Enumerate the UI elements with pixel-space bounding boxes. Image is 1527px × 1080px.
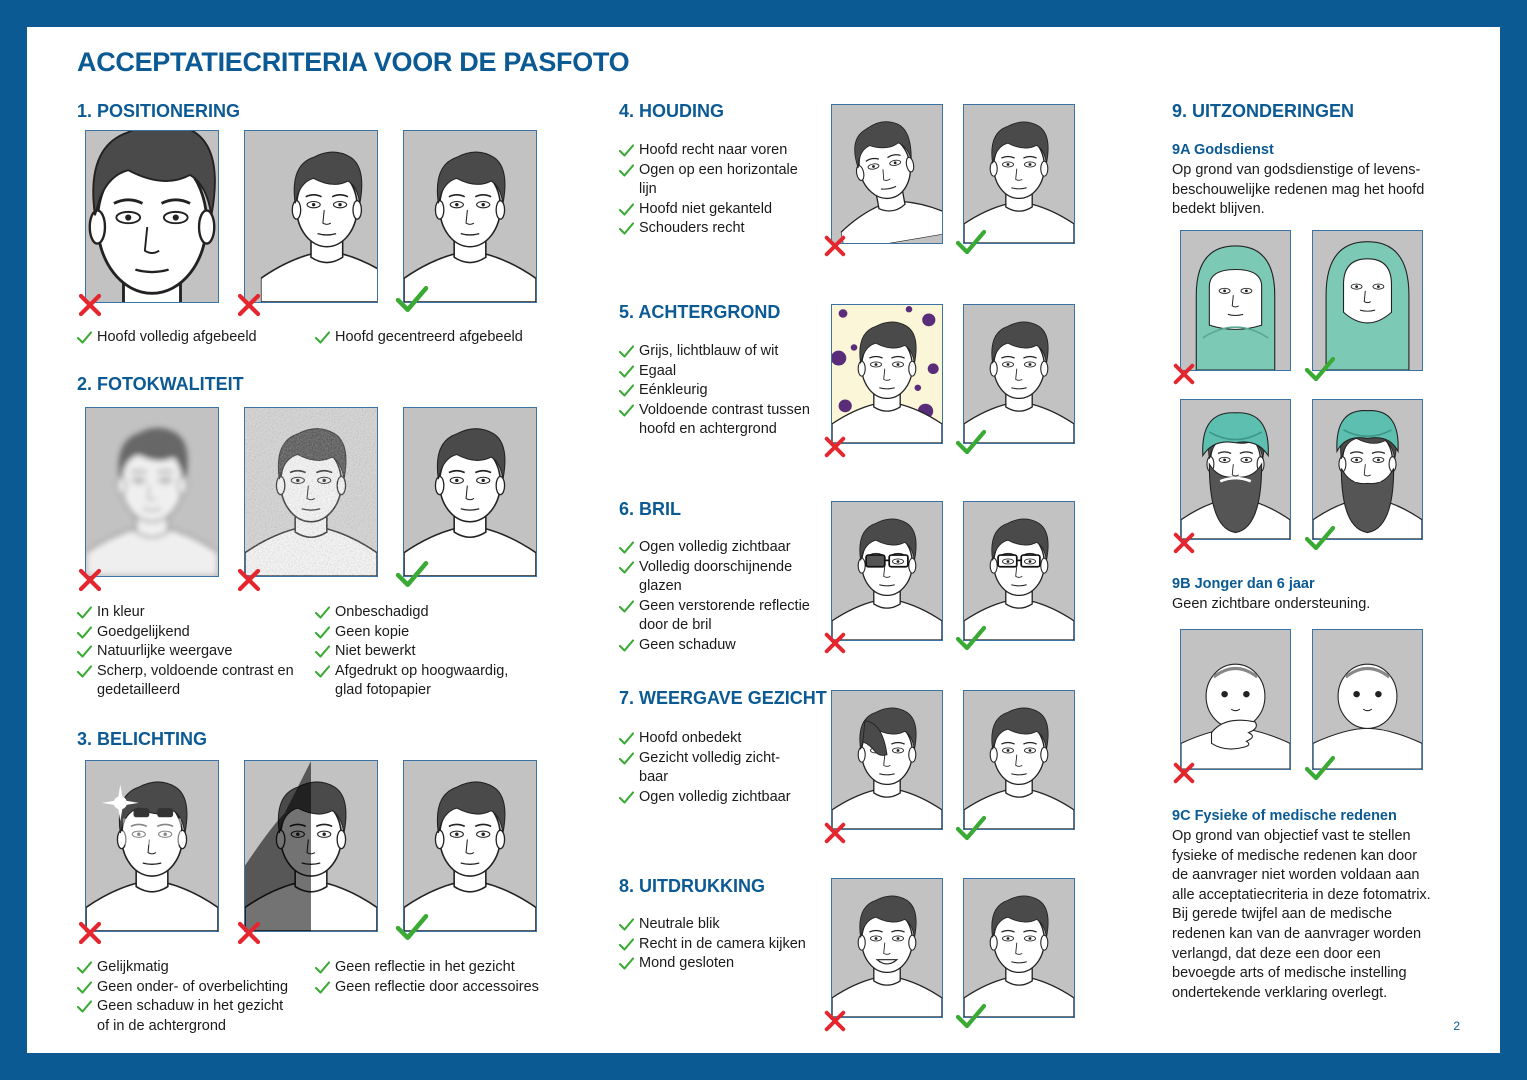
cross-icon: [1172, 531, 1196, 555]
cross-icon: [77, 920, 103, 946]
criterion-item: Gezicht volledig zicht-baar: [619, 749, 794, 788]
photo-6-correct: [963, 501, 1075, 641]
checkmark-icon: [77, 606, 92, 619]
checkmark-icon: [619, 203, 634, 216]
photo-7-hair-over-eye: [831, 690, 943, 830]
criterion-item: Natuurlijke weergave: [77, 642, 307, 662]
photo-9a-correct: [1312, 230, 1423, 371]
criterion-item: Geen reflectie in het gezicht: [315, 958, 550, 978]
photo-4-correct: [963, 104, 1075, 244]
section-3-criteria-a: [77, 958, 292, 1036]
section-3-title: 3. BELICHTING: [77, 729, 208, 749]
photo-2-correct: [403, 407, 537, 577]
section-5-criteria: [619, 342, 819, 440]
section-4-criteria: [619, 141, 819, 239]
criterion-item: Onbeschadigd: [315, 603, 525, 623]
photo-9b-correct: [1312, 629, 1423, 770]
checkmark-icon: [77, 961, 92, 974]
criterion-item: Goedgelijkend: [77, 623, 307, 643]
page-number: 2: [1453, 1019, 1460, 1033]
criterion-item: Scherp, voldoende contrast en gedetailleerd: [77, 662, 307, 701]
checkmark-icon: [1304, 525, 1336, 551]
checkmark-icon: [619, 918, 634, 931]
photo-5-patterned-background: [831, 304, 943, 444]
criterion-item: Ogen volledig zichtbaar: [619, 788, 794, 808]
criterion-item: Mond gesloten: [619, 954, 819, 974]
checkmark-icon: [955, 625, 987, 651]
criterion-item: Ogen op een horizontale lijn: [619, 161, 819, 200]
criterion-item: Geen schaduw in het gezicht of in de achtergrond: [77, 997, 292, 1036]
criterion-item: Hoofd gecentreerd afgebeeld: [315, 328, 545, 348]
checkmark-icon: [619, 957, 634, 970]
checkmark-icon: [619, 404, 634, 417]
cross-icon: [236, 920, 262, 946]
checkmark-icon: [619, 938, 634, 951]
photo-2-grainy: [244, 407, 378, 577]
section-9b-title: 9B Jonger dan 6 jaar: [1172, 576, 1315, 592]
section-6-title: 6. BRIL: [619, 499, 682, 519]
checkmark-icon: [619, 384, 634, 397]
photo-1-off-center: [244, 130, 378, 303]
criterion-item: Geen reflectie door accessoires: [315, 978, 550, 998]
checkmark-icon: [315, 626, 330, 639]
cross-icon: [1172, 362, 1196, 386]
cross-icon: [77, 292, 103, 318]
photo-3-glare: [85, 760, 219, 932]
criterion-item: Recht in de camera kijken: [619, 935, 819, 955]
cross-icon: [823, 631, 847, 655]
checkmark-icon: [1304, 755, 1336, 781]
criterion-item: Neutrale blik: [619, 915, 819, 935]
section-8-criteria: [619, 915, 819, 974]
criterion-item: Schouders recht: [619, 219, 819, 239]
section-1-title: 1. POSITIONERING: [77, 101, 241, 121]
checkmark-icon: [395, 285, 429, 313]
photo-3-shadow: [244, 760, 378, 932]
cross-icon: [1172, 761, 1196, 785]
section-1-criteria-b: [315, 328, 545, 348]
checkmark-icon: [955, 815, 987, 841]
cross-icon: [77, 567, 103, 593]
checkmark-icon: [619, 791, 634, 804]
photo-8-smiling: [831, 878, 943, 1018]
checkmark-icon: [619, 164, 634, 177]
checkmark-icon: [619, 752, 634, 765]
page-title: ACCEPTATIECRITERIA VOOR DE PASFOTO: [77, 47, 630, 77]
section-2-criteria-a: [77, 603, 307, 701]
criterion-item: Geen schaduw: [619, 636, 819, 656]
photo-2-blurred: [85, 407, 219, 577]
checkmark-icon: [619, 222, 634, 235]
checkmark-icon: [77, 1000, 92, 1013]
photo-3-correct: [403, 760, 537, 932]
criterion-item: Geen onder- of overbelichting: [77, 978, 292, 998]
criterion-item: Voldoende contrast tussen hoofd en achtergrond: [619, 401, 819, 440]
criterion-item: Niet bewerkt: [315, 642, 525, 662]
photo-9a-turban-covering-face: [1180, 399, 1291, 540]
photo-1-too-close: [85, 130, 219, 303]
photo-7-correct: [963, 690, 1075, 830]
checkmark-icon: [315, 645, 330, 658]
section-7-criteria: [619, 729, 794, 807]
checkmark-icon: [395, 560, 429, 588]
section-9a-title: 9A Godsdienst: [1172, 142, 1274, 158]
checkmark-icon: [77, 331, 92, 344]
checkmark-icon: [1304, 356, 1336, 382]
section-8-title: 8. UITDRUKKING: [619, 876, 766, 896]
section-9b-text: Geen zichtbare ondersteuning.: [1172, 596, 1371, 612]
photo-8-correct: [963, 878, 1075, 1018]
photo-1-correct: [403, 130, 537, 303]
cross-icon: [236, 292, 262, 318]
checkmark-icon: [955, 1003, 987, 1029]
checkmark-icon: [395, 913, 429, 941]
section-2-criteria-b: [315, 603, 525, 701]
checkmark-icon: [315, 665, 330, 678]
checkmark-icon: [77, 645, 92, 658]
section-9c-text: Op grond van objectief vast te stellen fysieke of medische redenen kan door de aanvrager niet worden voldaan aan alle acceptatiecriteria in deze fotomatrix. Bij gerede twijfel aan de medische redenen kan van de aanvrager worden verlangd, dat deze een door een bevoegde arts of medische instelling ondertekende verklaring overlegt.: [1172, 828, 1431, 1001]
checkmark-icon: [315, 961, 330, 974]
criterion-item: Hoofd volledig afgebeeld: [77, 328, 307, 348]
criterion-item: Geen verstorende reflectie door de bril: [619, 597, 819, 636]
section-2-title: 2. FOTOKWALITEIT: [77, 374, 244, 394]
section-7-title: 7. WEERGAVE GEZICHT: [619, 688, 827, 708]
cross-icon: [823, 234, 847, 258]
cross-icon: [236, 567, 262, 593]
checkmark-icon: [315, 331, 330, 344]
section-3-criteria-b: [315, 958, 550, 997]
criterion-item: Hoofd niet gekanteld: [619, 200, 819, 220]
checkmark-icon: [619, 365, 634, 378]
checkmark-icon: [315, 981, 330, 994]
checkmark-icon: [315, 606, 330, 619]
section-5-title: 5. ACHTERGROND: [619, 302, 781, 322]
checkmark-icon: [77, 981, 92, 994]
criterion-item: Geen kopie: [315, 623, 525, 643]
criterion-item: Ogen volledig zichtbaar: [619, 538, 819, 558]
photo-9a-face-covered: [1180, 230, 1291, 371]
section-9a-text: Op grond van godsdienstige of levens-beschouwelijke redenen mag het hoofd bedekt blijven.: [1172, 162, 1425, 218]
checkmark-icon: [619, 345, 634, 358]
checkmark-icon: [619, 144, 634, 157]
cross-icon: [823, 1009, 847, 1033]
checkmark-icon: [619, 639, 634, 652]
criterion-item: Afgedrukt op hoogwaardig, glad fotopapier: [315, 662, 525, 701]
photo-5-correct: [963, 304, 1075, 444]
section-9-title: 9. UITZONDERINGEN: [1172, 101, 1355, 121]
checkmark-icon: [77, 626, 92, 639]
criterion-item: Volledig doorschijnende glazen: [619, 558, 819, 597]
section-1-criteria-a: [77, 328, 307, 348]
checkmark-icon: [77, 665, 92, 678]
criterion-item: Eénkleurig: [619, 381, 819, 401]
checkmark-icon: [955, 429, 987, 455]
criterion-item: Egaal: [619, 362, 819, 382]
section-6-criteria: [619, 538, 819, 656]
cross-icon: [823, 435, 847, 459]
criterion-item: Hoofd recht naar voren: [619, 141, 819, 161]
criterion-item: Hoofd onbedekt: [619, 729, 794, 749]
photo-9b-supported-child: [1180, 629, 1291, 770]
section-4-title: 4. HOUDING: [619, 101, 725, 121]
checkmark-icon: [619, 541, 634, 554]
photo-4-tilted: [831, 104, 943, 244]
criteria-sheet: [27, 27, 1500, 1053]
checkmark-icon: [619, 732, 634, 745]
checkmark-icon: [619, 561, 634, 574]
criterion-item: Gelijkmatig: [77, 958, 292, 978]
criterion-item: In kleur: [77, 603, 307, 623]
photo-6-tinted-glasses: [831, 501, 943, 641]
checkmark-icon: [619, 600, 634, 613]
checkmark-icon: [955, 229, 987, 255]
section-9c-title: 9C Fysieke of medische redenen: [1172, 808, 1397, 824]
cross-icon: [823, 821, 847, 845]
photo-9a-turban-correct: [1312, 399, 1423, 540]
criterion-item: Grijs, lichtblauw of wit: [619, 342, 819, 362]
